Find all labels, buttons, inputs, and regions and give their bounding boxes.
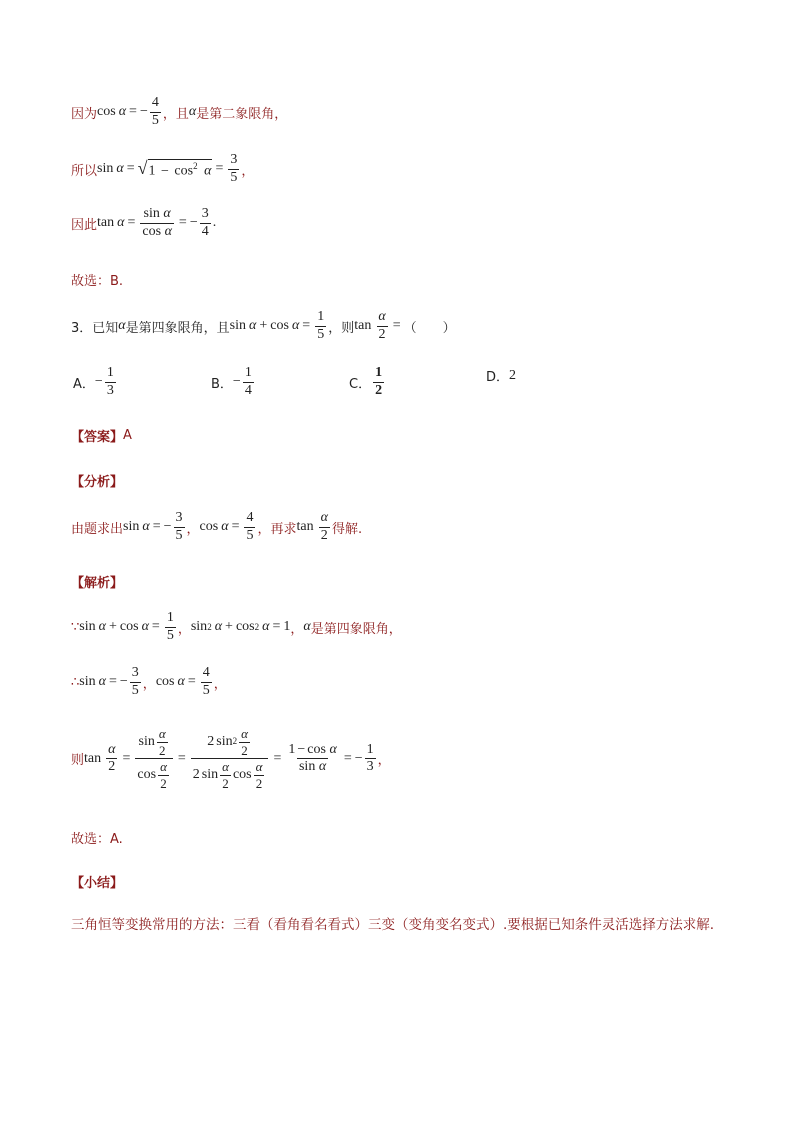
- numerator: 1 − cos α: [288, 741, 337, 757]
- section-heading: 【分析】: [71, 475, 124, 490]
- text: ，: [241, 163, 255, 179]
- math-neg: −: [119, 674, 128, 690]
- math-neg: −: [139, 104, 148, 120]
- math-alpha: α: [118, 318, 126, 334]
- math-eq: =: [343, 750, 352, 766]
- math-alpha: α: [98, 619, 106, 635]
- option-c[interactable]: [349, 366, 386, 398]
- math-eq: =: [122, 750, 131, 766]
- math-plus: +: [259, 318, 268, 334]
- math-eq: =: [127, 215, 136, 231]
- answer-heading: 【答案】: [71, 430, 124, 445]
- denominator: 4: [201, 223, 209, 239]
- solution-line-3: [71, 727, 391, 791]
- math-eq: =: [108, 674, 117, 690]
- fraction-double-angle: [191, 727, 269, 791]
- math-alpha: α: [117, 215, 125, 231]
- math-neg: −: [163, 519, 172, 535]
- denominator: 2: [320, 527, 328, 543]
- text: .: [212, 215, 217, 231]
- math-one: 1: [148, 163, 156, 179]
- fraction: [315, 310, 326, 342]
- numerator: 3: [201, 206, 209, 221]
- denominator: 5: [131, 682, 139, 698]
- text: ，: [142, 676, 156, 692]
- math-eq: =: [302, 318, 311, 334]
- numerator: 1: [375, 365, 383, 380]
- line-sin-result: [71, 153, 254, 185]
- denominator: 3: [366, 759, 374, 775]
- denominator: 5: [230, 169, 238, 185]
- math-alpha: α: [204, 163, 212, 179]
- math-eq: =: [151, 619, 160, 635]
- math-plus: +: [108, 619, 117, 635]
- numerator: 2 sin 2 $\frac{\alpha}{2}$: [207, 726, 248, 758]
- numerator: α: [108, 741, 116, 757]
- math-tan: tan: [84, 750, 102, 766]
- math-square: 2: [193, 160, 198, 171]
- analysis-content: [71, 511, 362, 543]
- therefore-symbol: ∴: [71, 674, 80, 690]
- text: 是第二象限角，: [196, 106, 288, 122]
- fraction: [319, 511, 330, 543]
- math-alpha: α: [221, 519, 229, 535]
- line-choose-b: [71, 270, 123, 289]
- math-alpha: α: [142, 519, 150, 535]
- denominator: sin α: [298, 759, 327, 775]
- summary-text: 三角恒等变换常用的方法：三看（看角看名看式）三变（变角变名变式）.要根据已知条件灵活选择方法求解.: [71, 917, 715, 933]
- answer-blank: （ ）: [403, 320, 456, 336]
- fraction: [376, 310, 387, 342]
- math-neg: −: [189, 215, 198, 231]
- answer-value: A: [123, 428, 132, 443]
- math-eq: =: [187, 674, 196, 690]
- fraction: [130, 666, 141, 698]
- math-sin: sin: [97, 161, 114, 177]
- math-eq: =: [215, 161, 224, 177]
- math-plus: +: [225, 619, 233, 635]
- math-eq: =: [273, 750, 282, 766]
- text: 所以: [71, 163, 98, 179]
- text: 得解.: [331, 521, 363, 537]
- text: ，则: [328, 320, 355, 336]
- numerator: sin α: [143, 206, 171, 221]
- numerator: α: [320, 510, 328, 525]
- text: ，: [377, 753, 391, 769]
- denominator: 5: [317, 326, 325, 342]
- math-neg: −: [94, 374, 103, 390]
- fraction: [174, 511, 185, 543]
- numerator: α: [378, 309, 386, 324]
- math-eq: =: [152, 519, 161, 535]
- solution-line-1: [71, 611, 402, 643]
- math-cos: cos: [235, 619, 255, 635]
- solution-heading: [71, 572, 123, 591]
- text: 是第四象限角，且: [125, 320, 230, 336]
- question-3: [71, 310, 456, 342]
- text: 是第四象限角，: [310, 621, 402, 637]
- math-alpha: α: [177, 674, 185, 690]
- fraction: [365, 743, 376, 775]
- math-eq: =: [272, 619, 281, 635]
- option-b[interactable]: [211, 366, 256, 398]
- text: 因为: [71, 106, 98, 122]
- fraction-one-minus-cos: [286, 743, 338, 775]
- section-heading: 【小结】: [71, 876, 124, 891]
- math-eq: =: [178, 215, 187, 231]
- math-sin: sin: [190, 619, 208, 635]
- text: ，: [213, 676, 227, 692]
- numerator: sin $\frac{\alpha}{2}$: [138, 726, 166, 758]
- line-cos-given: [71, 96, 287, 128]
- fraction: [201, 666, 212, 698]
- denominator: 3: [106, 382, 114, 398]
- radical-sign: √: [137, 157, 148, 178]
- text: ，再求: [257, 521, 297, 537]
- fraction: [140, 207, 174, 239]
- fraction: [373, 366, 384, 398]
- denominator: 2: [108, 759, 116, 775]
- denominator: 5: [246, 527, 254, 543]
- summary-heading: [71, 872, 123, 891]
- numerator: 4: [151, 95, 159, 110]
- line-tan-result: [71, 207, 216, 239]
- denominator: 2: [378, 326, 386, 342]
- math-eq: =: [177, 750, 186, 766]
- math-sin: sin: [79, 674, 96, 690]
- math-cos: cos: [199, 519, 219, 535]
- text: 故选：B.: [71, 274, 124, 289]
- numerator: 1: [166, 610, 174, 625]
- text: 则: [71, 753, 85, 769]
- fraction: [150, 96, 161, 128]
- denominator: cos α: [142, 223, 172, 239]
- denominator: 5: [151, 112, 159, 128]
- math-cos: cos: [155, 674, 175, 690]
- radicand: [148, 159, 213, 180]
- text: ，: [290, 621, 304, 637]
- text: ，: [186, 521, 200, 537]
- option-a[interactable]: [73, 366, 118, 398]
- fraction: [165, 611, 176, 643]
- math-cos: cos: [174, 163, 194, 179]
- math-square: 2: [207, 622, 212, 633]
- text: 因此: [71, 217, 98, 233]
- math-cos: cos: [270, 318, 289, 334]
- math-sin: sin: [79, 619, 96, 635]
- math-sin: sin: [229, 318, 246, 334]
- solution-line-2: [71, 666, 227, 698]
- math-cos: cos: [97, 104, 116, 120]
- option-label: A．: [73, 376, 95, 392]
- fraction: [106, 743, 117, 775]
- math-alpha: α: [98, 674, 106, 690]
- math-sin: sin: [123, 519, 140, 535]
- math-alpha: α: [262, 619, 270, 635]
- denominator: 5: [202, 682, 210, 698]
- option-label: D．: [486, 370, 510, 385]
- numerator: 1: [366, 741, 374, 757]
- math-alpha: α: [303, 619, 311, 635]
- math-eq: =: [392, 318, 401, 334]
- fraction: [200, 207, 211, 239]
- math-neg: −: [232, 374, 241, 390]
- math-cos: cos: [119, 619, 139, 635]
- fraction-sin-over-cos: [135, 727, 173, 791]
- math-tan: tan: [296, 519, 314, 535]
- fraction: [243, 366, 254, 398]
- line-choose-a: [71, 828, 123, 847]
- math-alpha: α: [249, 318, 257, 334]
- math-tan: tan: [97, 215, 115, 231]
- because-symbol: ∵: [71, 619, 80, 635]
- denominator: 2: [375, 382, 383, 398]
- option-label: B．: [211, 376, 233, 392]
- numerator: 3: [131, 665, 139, 680]
- option-value: 2: [509, 367, 517, 383]
- math-alpha: α: [116, 161, 124, 177]
- text: 故选：A.: [71, 832, 123, 847]
- text: ，且: [162, 106, 189, 122]
- fraction: [244, 511, 255, 543]
- denominator: 5: [166, 627, 174, 643]
- math-tan: tan: [354, 318, 372, 334]
- numerator: 3: [230, 152, 238, 167]
- denominator: 5: [175, 527, 183, 543]
- denominator: 4: [244, 382, 252, 398]
- fraction: [228, 153, 239, 185]
- math-alpha: α: [214, 619, 223, 635]
- math-square: 2: [254, 622, 260, 633]
- math-one: 1: [283, 619, 291, 635]
- math-eq: =: [126, 161, 135, 177]
- numerator: 4: [202, 665, 210, 680]
- math-eq: =: [129, 104, 137, 120]
- numerator: 1: [106, 365, 114, 380]
- question-number: 3．已知: [71, 320, 119, 336]
- math-minus: −: [161, 163, 169, 179]
- numerator: 3: [175, 510, 183, 525]
- option-label: C．: [349, 376, 372, 392]
- numerator: 1: [317, 309, 325, 324]
- text: ，: [177, 621, 191, 637]
- fraction: [105, 366, 116, 398]
- option-d[interactable]: [486, 366, 516, 385]
- text: 由题求出: [71, 521, 124, 537]
- numerator: 4: [246, 510, 254, 525]
- math-eq: =: [231, 519, 240, 535]
- sqrt: [138, 159, 213, 180]
- denominator: cos $\frac{\alpha}{2}$: [135, 758, 173, 790]
- math-alpha: α: [141, 619, 149, 635]
- options-row: [0, 366, 794, 402]
- math-neg: −: [354, 750, 363, 766]
- math-alpha: α: [188, 104, 197, 120]
- denominator: 2 sin $\frac{\alpha}{2}$ cos $\frac{\alpha}{2}$: [191, 758, 269, 790]
- numerator: 1: [244, 365, 252, 380]
- analysis-heading: [71, 471, 123, 490]
- math-alpha: α: [291, 318, 300, 334]
- answer-line: [71, 426, 132, 445]
- math-alpha: α: [118, 104, 127, 120]
- section-heading: 【解析】: [71, 576, 124, 591]
